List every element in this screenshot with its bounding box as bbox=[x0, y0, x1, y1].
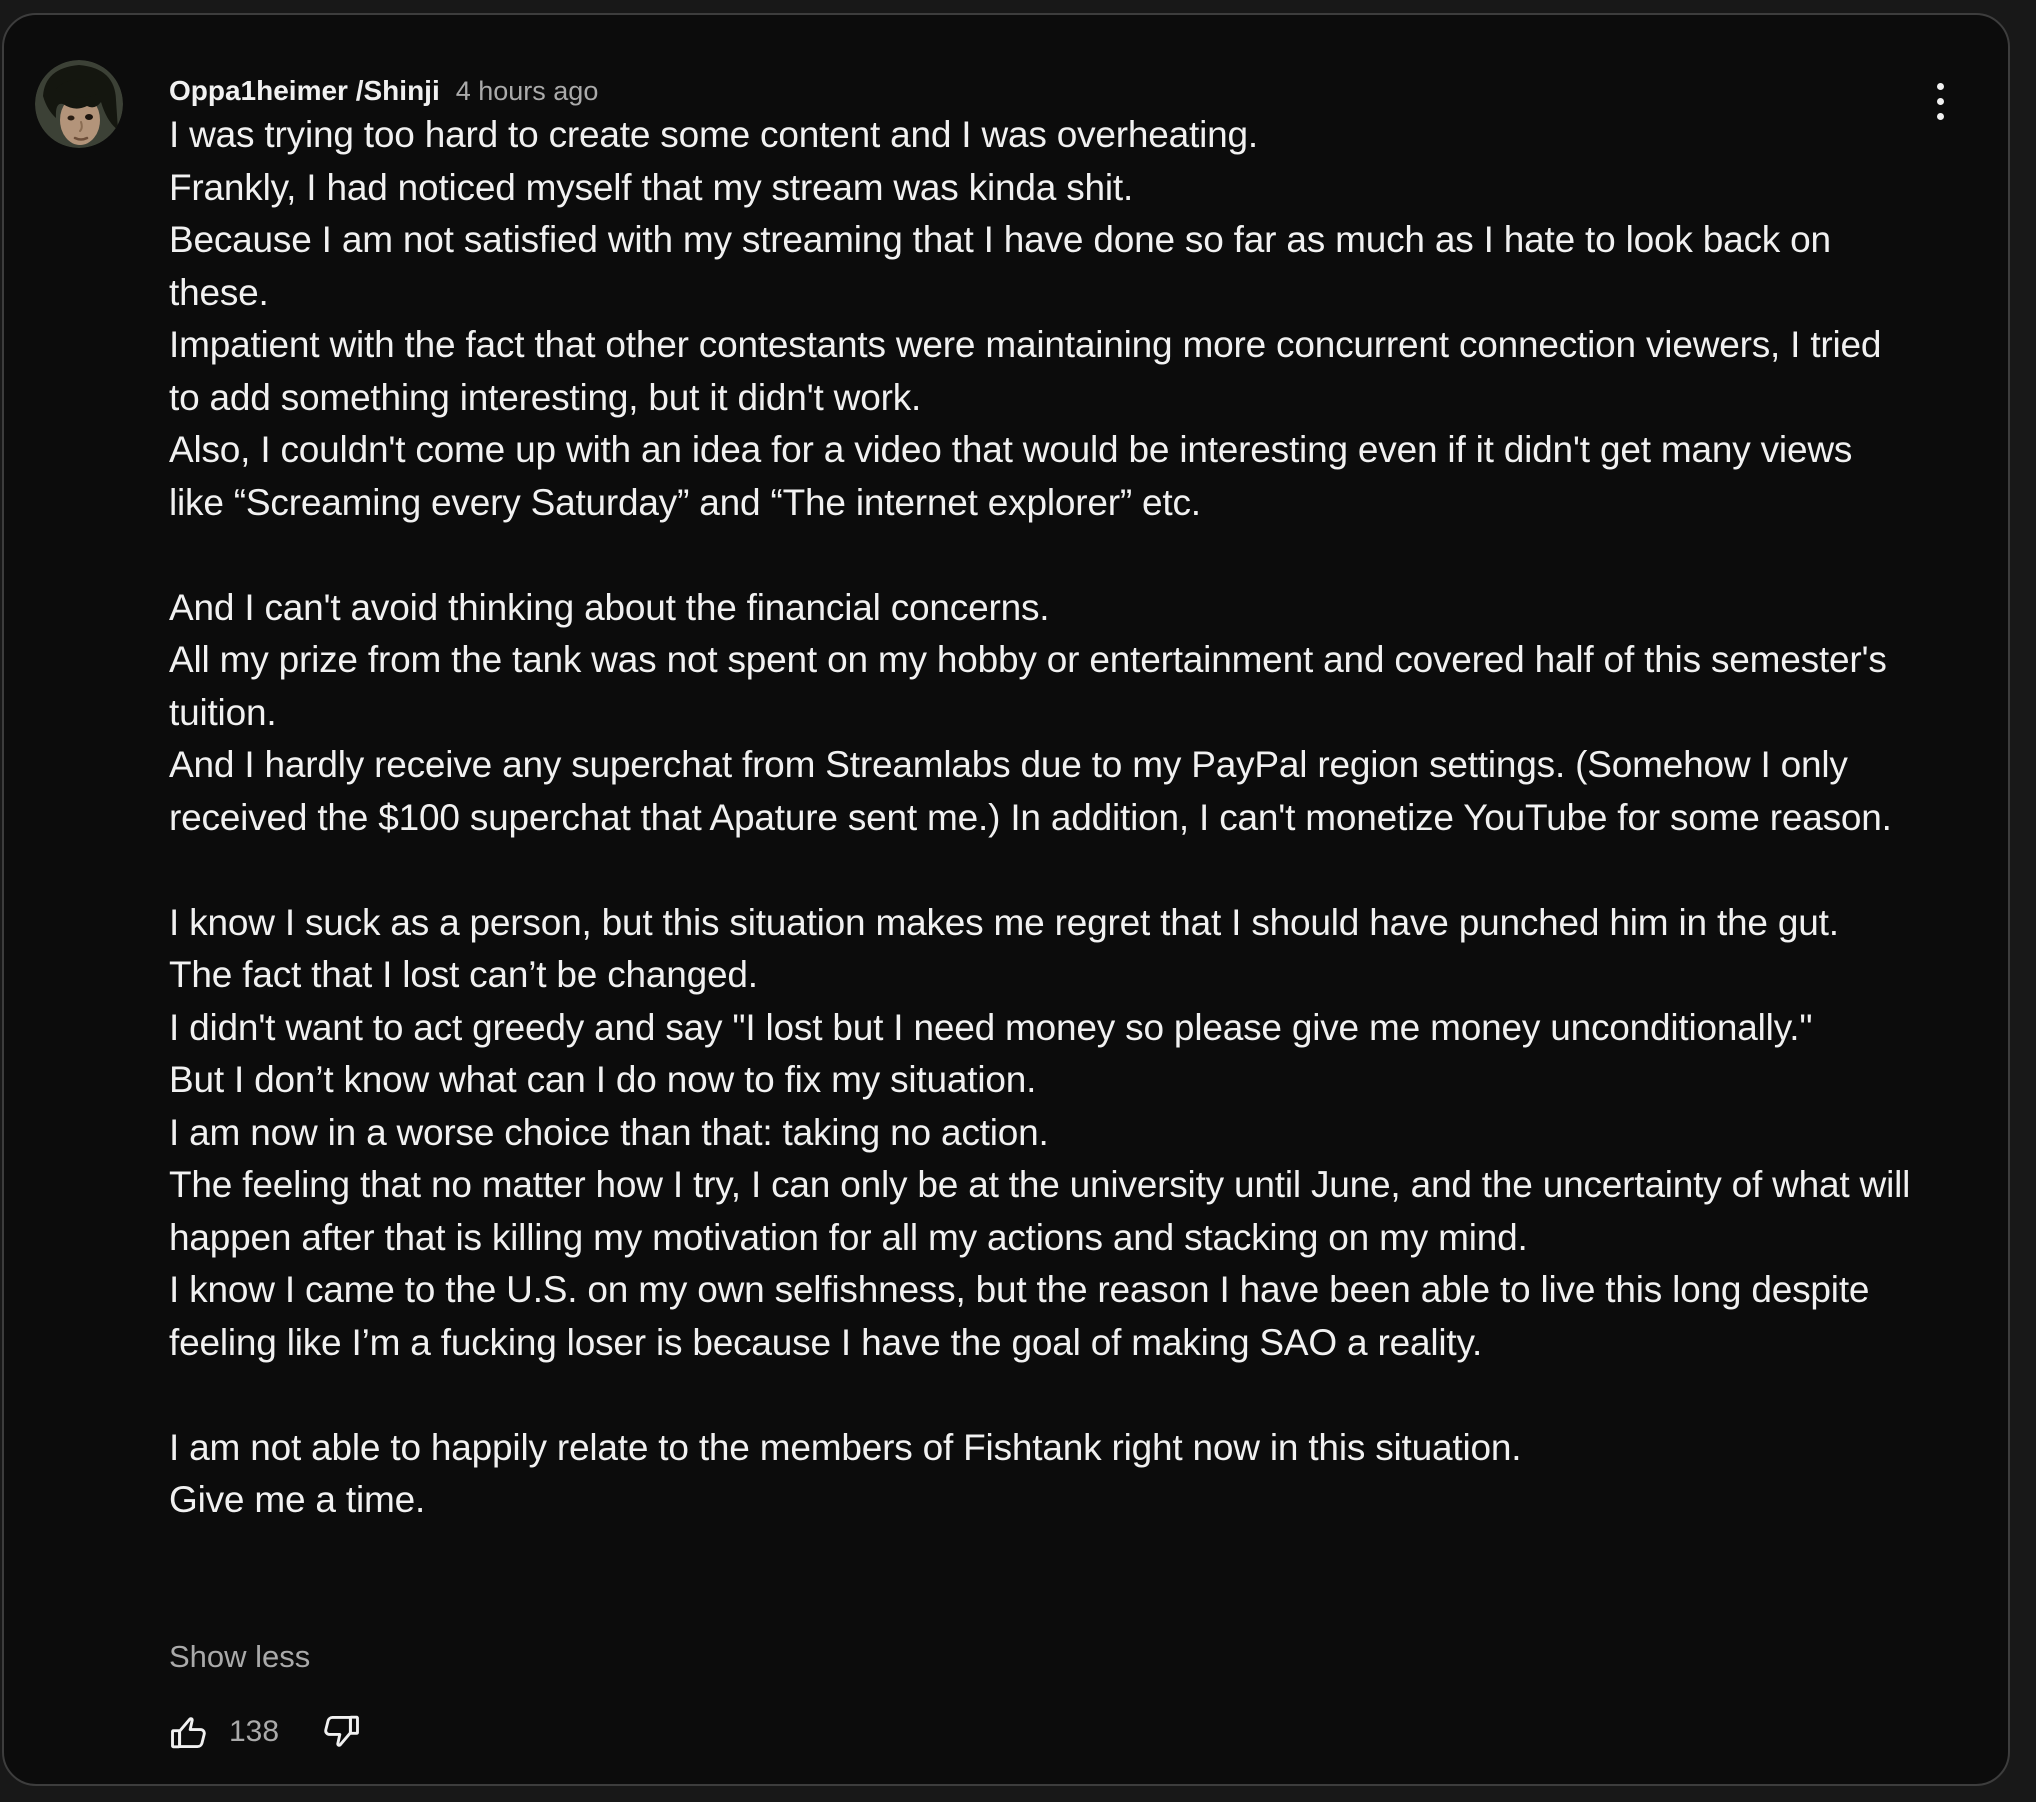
comment-text-line: Frankly, I had noticed myself that my stream was kinda shit. bbox=[169, 166, 1134, 208]
comment-text-line: And I hardly receive any superchat from Streamlabs due to my PayPal region settings. (Somehow I only received the $100 superchat that Apature sent me.) In addition, I can't monetize YouTube for some reason. bbox=[169, 744, 1892, 838]
comment-text-line: The fact that I lost can’t be changed. bbox=[169, 954, 758, 995]
comment-author[interactable]: Oppa1heimer /Shinji bbox=[169, 75, 440, 106]
comment-text bbox=[169, 109, 1911, 1527]
comment-text-line: I was trying too hard to create some content and I was overheating. bbox=[169, 114, 1258, 155]
comment-text-line bbox=[169, 1369, 1911, 1422]
comment-text-line: I am not able to happily relate to the members of Fishtank right now in this situation. bbox=[169, 1426, 1522, 1468]
comment-timestamp[interactable]: 4 hours ago bbox=[455, 76, 599, 106]
avatar[interactable] bbox=[35, 60, 123, 148]
comment-text-line: I know I suck as a person, but this situation makes me regret that I should have punched him in the gut. bbox=[169, 901, 1839, 943]
comment-card bbox=[2, 13, 2010, 1786]
kebab-menu-icon bbox=[1937, 113, 1944, 120]
comment-text-line: Also, I couldn't come up with an idea for a video that would be interesting even if it didn't get many views like “Screaming every Saturday” and “The internet explorer” etc. bbox=[169, 429, 1853, 523]
comment-text-line: I know I came to the U.S. on my own selfishness, but the reason I have been able to live this long despite feeling like I’m a fucking loser is because I have the goal of making SAO a reality. bbox=[169, 1269, 1870, 1363]
comment-text-line: All my prize from the tank was not spent on my hobby or entertainment and covered half of this semester's tuition. bbox=[169, 639, 1887, 733]
comment-text-line: The feeling that no matter how I try, I can only be at the university until June, and the uncertainty of what will happen after that is killing my motivation for all my actions and stacking on my mind. bbox=[169, 1164, 1911, 1258]
comment-text-line: Because I am not satisfied with my streaming that I have done so far as much as I hate to look back on these. bbox=[169, 219, 1831, 313]
comment-text-line bbox=[169, 529, 1911, 582]
comment-text-line: I didn't want to act greedy and say "I lost but I need money so please give me money unconditionally." bbox=[169, 1006, 1813, 1048]
dislike-button[interactable] bbox=[317, 1708, 365, 1756]
avatar-image bbox=[35, 60, 123, 148]
kebab-menu-icon bbox=[1937, 83, 1944, 90]
like-count: 138 bbox=[229, 1715, 280, 1748]
comment-text-line: Give me a time. bbox=[169, 1479, 426, 1520]
thumb-up-icon bbox=[166, 1709, 212, 1755]
comment-text-line: But I don’t know what can I do now to fix my situation. bbox=[169, 1059, 1037, 1100]
thumb-down-icon bbox=[318, 1709, 364, 1755]
more-options-button[interactable] bbox=[1920, 79, 1960, 143]
kebab-menu-icon bbox=[1937, 98, 1944, 105]
comment-text-line bbox=[169, 844, 1911, 897]
show-less-button[interactable]: Show less bbox=[169, 1639, 311, 1674]
comment-text-line: Impatient with the fact that other contestants were maintaining more concurrent connection viewers, I tried to add something interesting, but it didn't work. bbox=[169, 324, 1882, 418]
comment-header bbox=[169, 73, 598, 109]
like-button[interactable] bbox=[165, 1708, 213, 1756]
comment-text-line: And I can't avoid thinking about the financial concerns. bbox=[169, 586, 1050, 628]
comment-actions bbox=[165, 1708, 365, 1756]
comment-text-line: I am now in a worse choice than that: taking no action. bbox=[169, 1111, 1049, 1153]
